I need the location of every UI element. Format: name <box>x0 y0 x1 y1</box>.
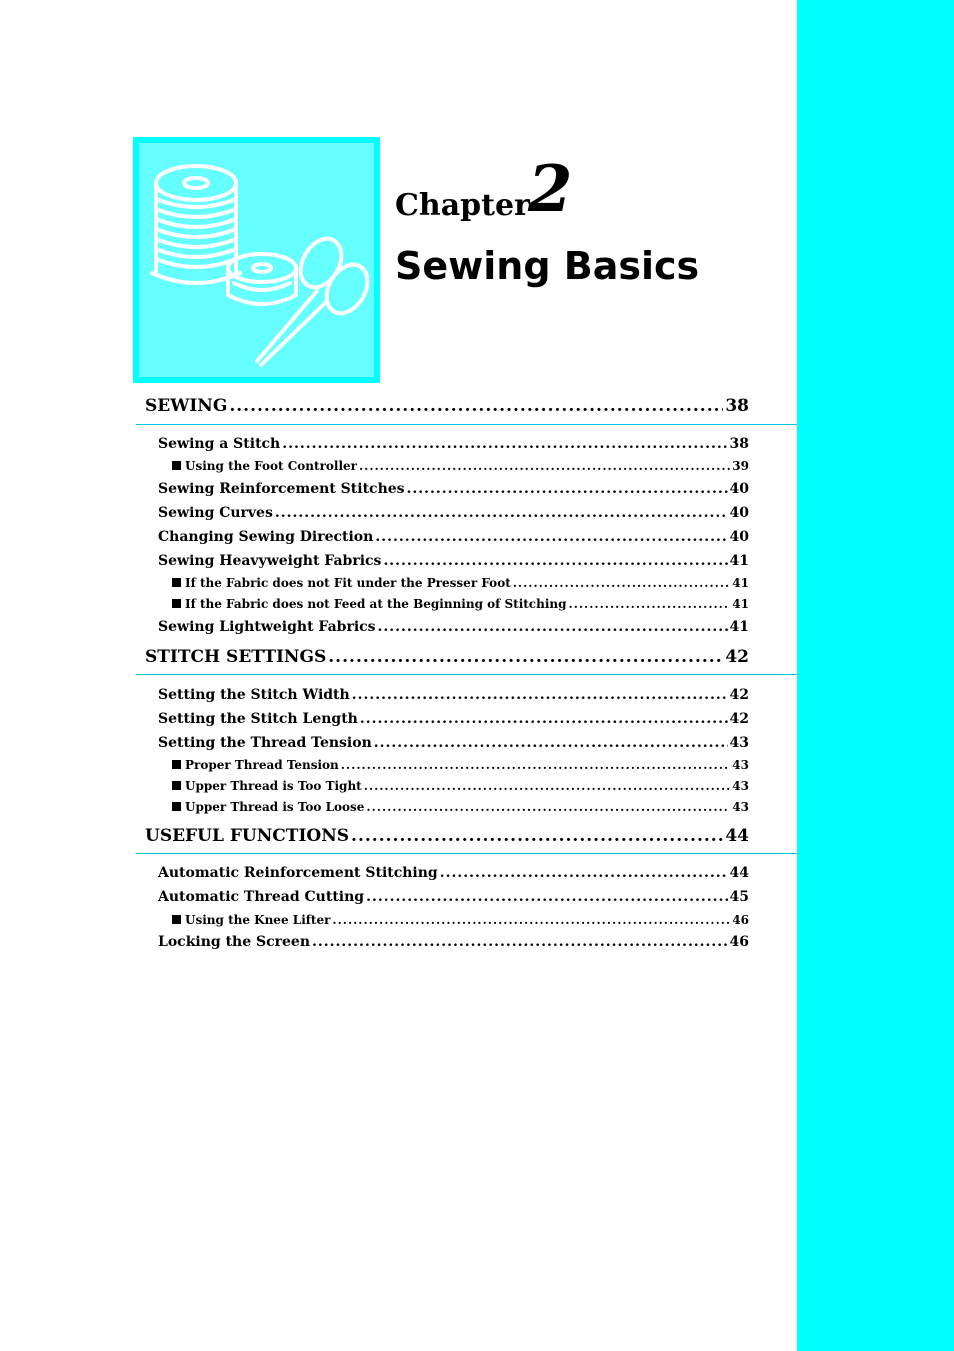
toc-leader <box>366 799 730 816</box>
toc-entry[interactable] <box>158 551 749 571</box>
toc-title: USEFUL FUNCTIONS <box>145 826 350 846</box>
toc-page: 40 <box>729 481 749 497</box>
toc-title: Upper Thread is Too Tight <box>185 779 362 793</box>
toc-section-useful-functions[interactable] <box>145 825 749 847</box>
toc-leader <box>351 825 723 847</box>
toc-leader <box>366 887 727 907</box>
toc-entry[interactable] <box>158 617 749 637</box>
toc-title: Setting the Stitch Length <box>158 711 358 727</box>
toc-page: 42 <box>725 647 749 667</box>
toc-entry[interactable] <box>158 503 749 523</box>
toc-page: 39 <box>732 459 749 473</box>
toc-title: If the Fabric does not Feed at the Beginning of Stitching <box>185 597 567 611</box>
toc-title: STITCH SETTINGS <box>145 647 327 667</box>
toc-title: Using the Knee Lifter <box>185 913 331 927</box>
toc-page: 42 <box>729 687 749 703</box>
toc-title: Locking the Screen <box>158 934 310 950</box>
toc-entry[interactable] <box>158 709 749 729</box>
square-bullet-icon <box>172 578 181 587</box>
toc-leader <box>229 395 723 417</box>
chapter-number: 2 <box>528 152 573 227</box>
toc-entry[interactable] <box>158 887 749 907</box>
toc-leader <box>341 757 731 774</box>
toc-page: 38 <box>729 436 749 452</box>
toc-title: Setting the Stitch Width <box>158 687 350 703</box>
side-tab-band <box>797 0 954 1351</box>
toc-leader <box>359 458 730 475</box>
toc-subentry[interactable] <box>172 757 749 774</box>
toc-page: 40 <box>729 529 749 545</box>
toc-leader <box>275 503 728 523</box>
toc-page: 44 <box>729 865 749 881</box>
toc-title: If the Fabric does not Fit under the Presser Foot <box>185 576 511 590</box>
toc-page: 43 <box>732 779 749 793</box>
toc-title: Upper Thread is Too Loose <box>185 800 365 814</box>
toc-entry[interactable] <box>158 733 749 753</box>
toc-title: Sewing Reinforcement Stitches <box>158 481 405 497</box>
sewing-spool-scissors-icon <box>139 143 374 377</box>
toc-page: 46 <box>729 934 749 950</box>
toc-page: 43 <box>729 735 749 751</box>
toc-leader <box>312 932 728 952</box>
chapter-icon-panel <box>139 143 374 377</box>
square-bullet-icon <box>172 915 181 924</box>
section-divider <box>136 674 797 675</box>
chapter-title: Sewing Basics <box>395 244 700 288</box>
toc-leader <box>360 709 728 729</box>
toc-page: 38 <box>725 396 749 416</box>
toc-title: Setting the Thread Tension <box>158 735 372 751</box>
toc-leader <box>332 912 730 929</box>
toc-leader <box>513 575 731 592</box>
toc-title: Sewing Lightweight Fabrics <box>158 619 376 635</box>
toc-section-sewing[interactable] <box>145 395 749 417</box>
toc-subentry[interactable] <box>172 596 749 613</box>
toc-page: 43 <box>732 758 749 772</box>
toc-entry[interactable] <box>158 527 749 547</box>
toc-title: Automatic Reinforcement Stitching <box>158 865 438 881</box>
toc-title: Proper Thread Tension <box>185 758 339 772</box>
toc-page: 44 <box>725 826 749 846</box>
chapter-label: Chapter <box>395 188 530 223</box>
toc-leader <box>352 685 728 705</box>
square-bullet-icon <box>172 461 181 470</box>
square-bullet-icon <box>172 802 181 811</box>
toc-page: 41 <box>729 553 749 569</box>
toc-subentry[interactable] <box>172 778 749 795</box>
toc-page: 45 <box>729 889 749 905</box>
toc-page: 43 <box>732 800 749 814</box>
toc-title: Sewing Curves <box>158 505 273 521</box>
toc-title: Using the Foot Controller <box>185 459 357 473</box>
toc-subentry[interactable] <box>172 912 749 929</box>
toc-leader <box>375 527 727 547</box>
toc-entry[interactable] <box>158 434 749 454</box>
square-bullet-icon <box>172 599 181 608</box>
toc-entry[interactable] <box>158 685 749 705</box>
toc-subentry[interactable] <box>172 458 749 475</box>
section-divider <box>136 853 797 854</box>
toc-title: Sewing Heavyweight Fabrics <box>158 553 382 569</box>
toc-title: Automatic Thread Cutting <box>158 889 365 905</box>
toc-page: 46 <box>732 913 749 927</box>
toc-leader <box>407 479 728 499</box>
toc-page: 42 <box>729 711 749 727</box>
toc-leader <box>440 863 728 883</box>
toc-page: 41 <box>732 597 749 611</box>
toc-leader <box>282 434 727 454</box>
toc-page: 41 <box>732 576 749 590</box>
toc-entry[interactable] <box>158 932 749 952</box>
toc-subentry[interactable] <box>172 799 749 816</box>
toc-title: Sewing a Stitch <box>158 436 281 452</box>
toc-page: 40 <box>729 505 749 521</box>
chapter-icon-frame <box>133 137 380 383</box>
square-bullet-icon <box>172 781 181 790</box>
toc-title: SEWING <box>145 396 228 416</box>
toc-leader <box>374 733 728 753</box>
toc-leader <box>364 778 731 795</box>
toc-subentry[interactable] <box>172 575 749 592</box>
toc-entry[interactable] <box>158 863 749 883</box>
toc-leader <box>378 617 728 637</box>
section-divider <box>136 424 797 425</box>
toc-section-stitch-settings[interactable] <box>145 646 749 668</box>
toc-leader <box>383 551 727 571</box>
toc-entry[interactable] <box>158 479 749 499</box>
square-bullet-icon <box>172 760 181 769</box>
toc-title: Changing Sewing Direction <box>158 529 374 545</box>
toc-page: 41 <box>729 619 749 635</box>
toc-leader <box>569 596 731 613</box>
toc-leader <box>328 646 723 668</box>
